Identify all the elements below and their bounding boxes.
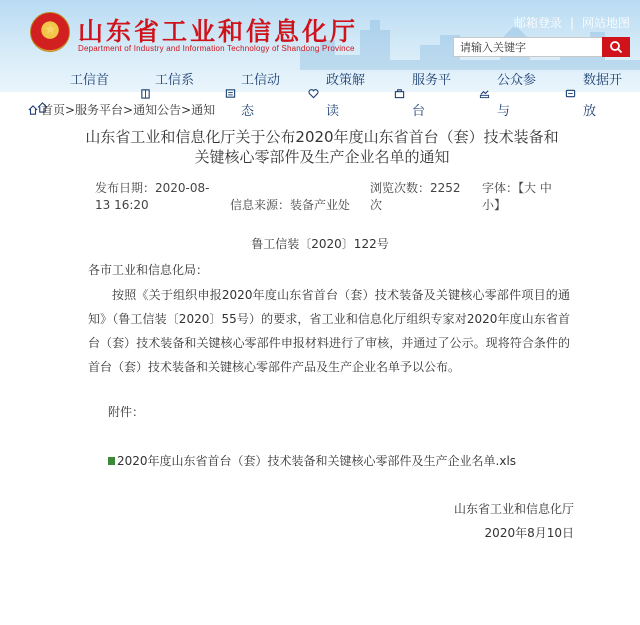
heart-icon	[308, 88, 319, 99]
breadcrumb-text[interactable]: 首页>服务平台>通知公告>通知	[41, 103, 216, 117]
national-emblem-logo: ★	[30, 12, 70, 52]
nav-item-news-cont[interactable]: 态	[241, 104, 255, 119]
view-count: 浏览次数：2252次	[370, 181, 461, 212]
info-source: 信息来源：装备产业处	[230, 198, 351, 212]
attachment-filename[interactable]: 2020年度山东省首台（套）技术装备和关键核心零部件及生产企业名单.xls	[117, 454, 517, 468]
link-separator: |	[569, 16, 574, 30]
nav-item-public[interactable]: 公众参	[497, 73, 537, 88]
top-links	[514, 14, 630, 31]
signature-org: 山东省工业和信息化厅	[453, 502, 574, 516]
sitemap-link[interactable]: 网站地图	[581, 16, 630, 30]
search-input[interactable]	[454, 38, 602, 56]
mail-login-link[interactable]: 邮箱登录	[513, 16, 562, 30]
search-button[interactable]	[602, 37, 630, 57]
site-title: 山东省工业和信息化厅	[78, 17, 359, 46]
search-icon	[609, 40, 623, 54]
news-icon	[225, 88, 236, 99]
nav-item-policy[interactable]: 政策解	[326, 73, 366, 88]
nav-item-policy-cont[interactable]: 读	[326, 104, 340, 119]
nav-item-data-cont[interactable]: 放	[583, 104, 597, 119]
excel-file-icon	[108, 457, 115, 465]
search-box	[453, 37, 630, 57]
document-number: 鲁工信装〔2020〕122号	[251, 237, 389, 251]
attachment-link[interactable]	[108, 452, 516, 469]
breadcrumb-home-icon	[28, 105, 38, 115]
nav-item-service-cont[interactable]: 台	[412, 104, 426, 119]
nav-item-data[interactable]: 数据开	[583, 73, 623, 88]
font-size-switch[interactable]: 字体：【大 中 小】	[482, 181, 552, 212]
attachment-label: 附件：	[108, 405, 145, 419]
breadcrumb[interactable]	[28, 101, 215, 118]
nav-item-service[interactable]: 服务平	[412, 73, 452, 88]
nav-item-home[interactable]: 工信首	[70, 73, 110, 88]
signature-date: 2020年8月10日	[484, 526, 574, 540]
nav-item-news[interactable]: 工信动	[241, 73, 281, 88]
building-icon	[140, 88, 151, 99]
article-body: 按照《关于组织申报2020年度山东省首台（套）技术装备及关键核心零部件项目的通知》（鲁工信装〔2020〕55号）的要求，省工业和信息化厅组织专家对2020年度山东省首台（套）技术装备和关键核心零部件申报材料进行了审核，并通过了公示。现将符合条件的首台（套）技术装备和关键核心零部件产品及生产企业名单予以公布。	[88, 288, 570, 374]
nav-item-public-cont[interactable]: 与	[497, 104, 511, 119]
site-subtitle: Department of Industry and Information Technology of Shandong Province	[78, 44, 355, 53]
publish-date: 发布日期：2020-08-13 16:20	[95, 181, 210, 212]
nav-item-system[interactable]: 工信系	[155, 73, 195, 88]
hand-icon	[479, 88, 490, 99]
platform-icon	[394, 88, 405, 99]
article-title: 山东省工业和信息化厅关于公布2020年度山东省首台（套）技术装备和关键核心零部件及生产企业名单的通知	[85, 128, 559, 166]
open-icon	[565, 88, 576, 99]
addressee: 各市工业和信息化局：	[88, 263, 209, 277]
